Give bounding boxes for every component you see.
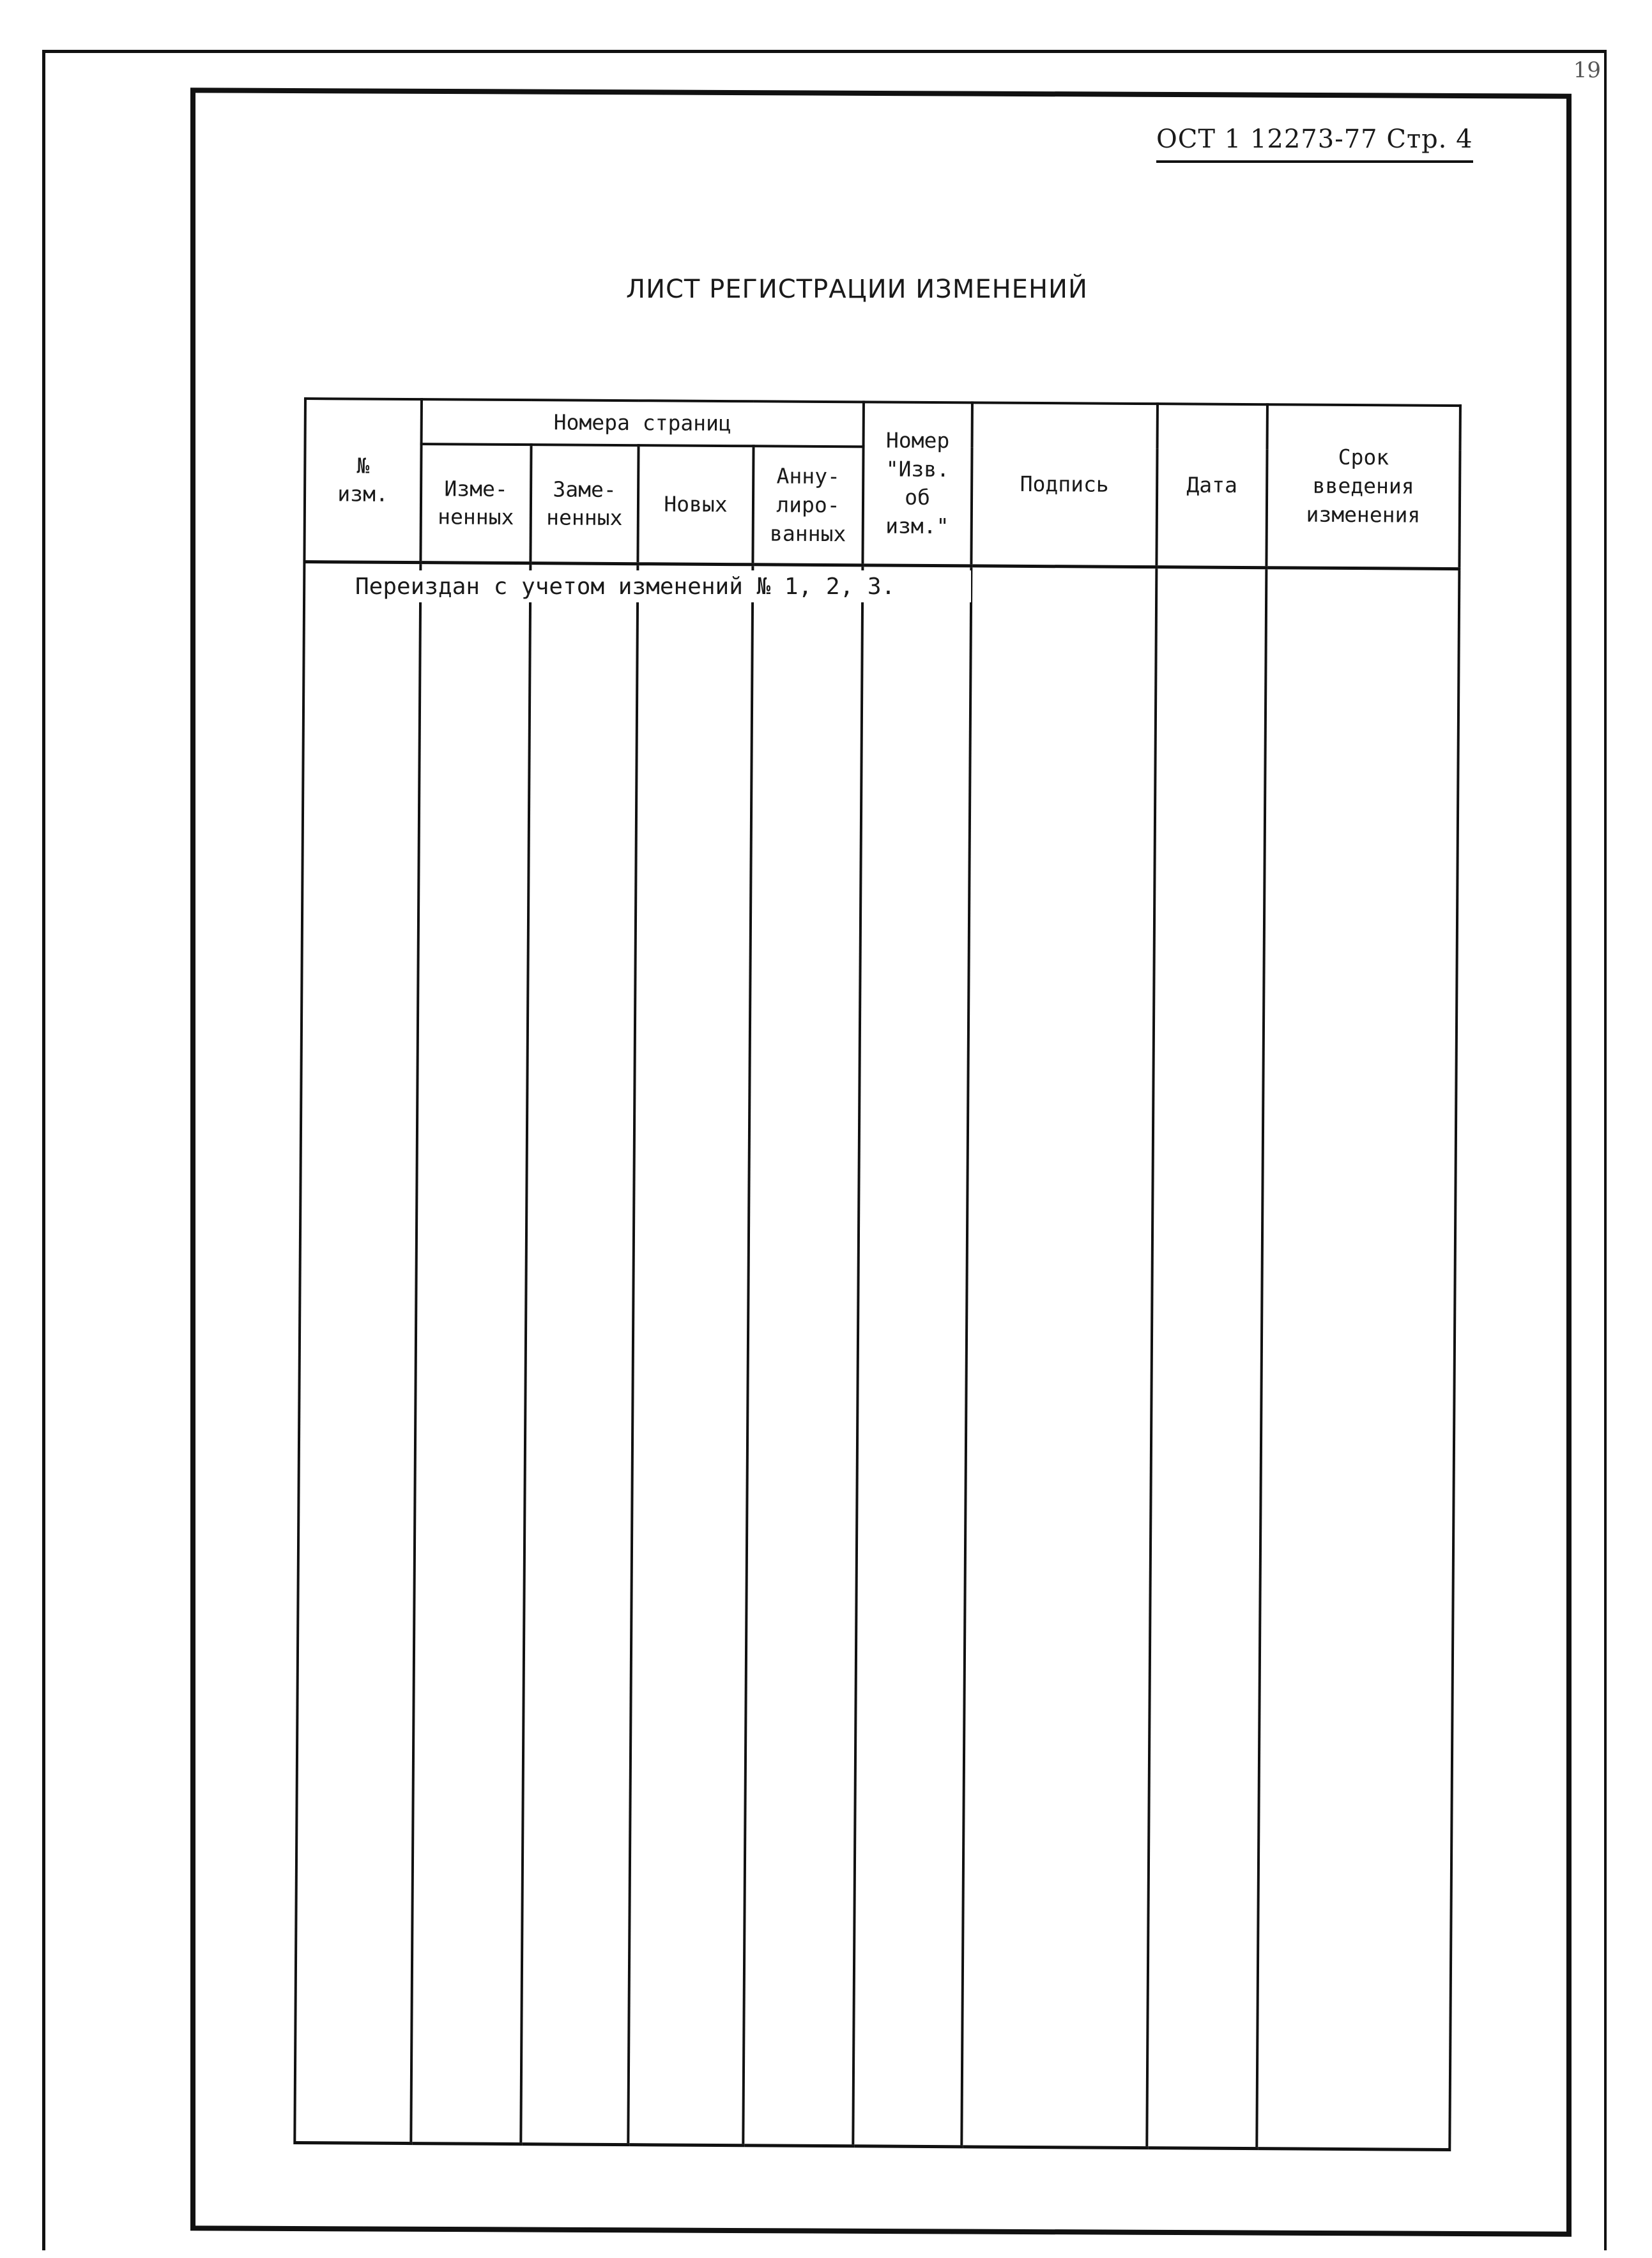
cell-changed-pages — [411, 562, 530, 2144]
header-page-numbers: Номера страниц — [422, 399, 864, 446]
table-body-row — [294, 561, 1459, 2149]
header-date: Дата — [1156, 404, 1267, 567]
header-changed-pages: Изме- ненных — [420, 444, 531, 563]
cell-replaced-pages — [521, 563, 638, 2144]
change-registration-table — [293, 397, 1462, 2151]
header-annulled-pages: Анну- лиро- ванных — [753, 446, 863, 565]
cell-date — [1147, 567, 1266, 2149]
cell-annulled-pages — [743, 564, 862, 2146]
cell-notice-number — [853, 565, 971, 2146]
cell-change-number — [294, 561, 420, 2144]
cell-new-pages — [628, 563, 753, 2146]
header-new-pages: Новых — [638, 445, 753, 564]
header-notice-number: Номер "Изв. об изм." — [862, 402, 972, 565]
page-number: 19 — [1573, 57, 1601, 83]
header-effective-term: Срок введения изменения — [1266, 404, 1460, 568]
header-signature: Подпись — [971, 402, 1158, 567]
header-replaced-pages: Заме- ненных — [530, 445, 638, 563]
cell-signature — [961, 565, 1156, 2147]
document-code: ОСТ 1 12273-77 Стр. 4 — [1156, 125, 1473, 163]
cell-effective-term — [1257, 567, 1459, 2149]
reprint-note: Переиздан с учетом изменений № 1, 2, 3. — [351, 574, 899, 600]
header-change-number: № изм. — [304, 399, 422, 562]
document-title: ЛИСТ РЕГИСТРАЦИИ ИЗМЕНЕНИЙ — [626, 275, 1088, 304]
